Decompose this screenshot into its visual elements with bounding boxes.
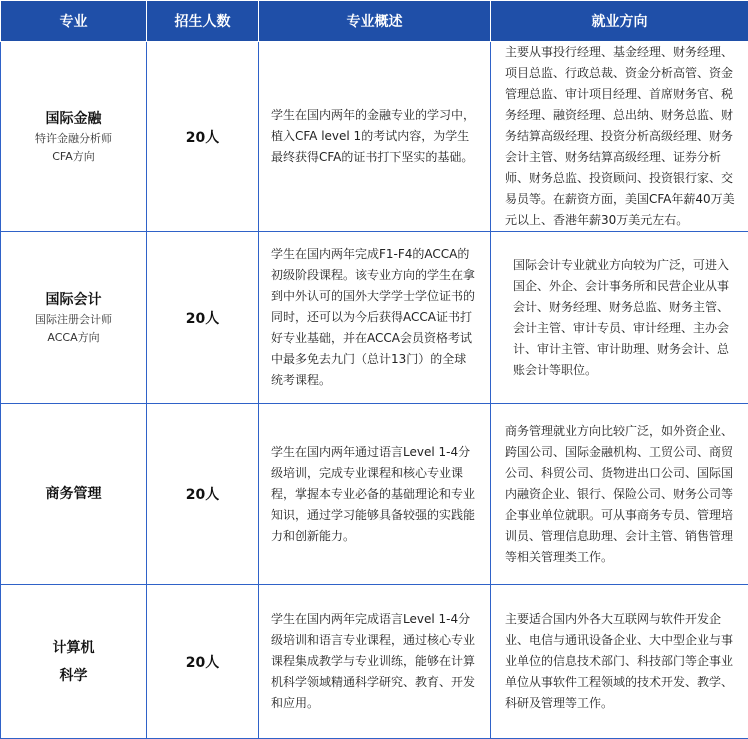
major-subtitle: 特许金融分析师 (1, 130, 146, 148)
major-name: 计算机 (1, 634, 146, 662)
enrollment-count: 20人 (147, 585, 259, 739)
major-cell (1, 42, 147, 232)
major-subtitle: ACCA方向 (1, 329, 146, 347)
major-cell (1, 585, 147, 739)
header-row (1, 1, 748, 42)
overview-text: 学生在国内两年完成F1-F4的ACCA的初级阶段课程。该专业方向的学生在拿到中外认可的国外大学学士学位证书的同时，还可以为今后获得ACCA证书打好专业基础，并在ACCA会员资格考试中最多免去九门（总计13门）的全球统考课程。 (259, 232, 491, 404)
major-name: 商务管理 (1, 483, 146, 505)
major-subtitle: 国际注册会计师 (1, 311, 146, 329)
career-text: 主要适合国内外各大互联网与软件开发企业、电信与通讯设备企业、大中型企业与事业单位的信息技术部门、科技部门等企事业单位从事软件工程领域的技术开发、教学、科研及管理等工作。 (491, 585, 748, 739)
overview-text: 学生在国内两年的金融专业的学习中，植入CFA level 1的考试内容，为学生最终获得CFA的证书打下坚实的基础。 (259, 42, 491, 232)
header-overview: 专业概述 (259, 1, 491, 42)
enrollment-count: 20人 (147, 232, 259, 404)
header-career: 就业方向 (491, 1, 748, 42)
header-major: 专业 (1, 1, 147, 42)
enrollment-count: 20人 (147, 42, 259, 232)
table-row (1, 232, 748, 404)
table-row (1, 42, 748, 232)
overview-text: 学生在国内两年完成语言Level 1-4分级培训和语言专业课程，通过核心专业课程集成教学与专业训练，能够在计算机科学领域精通科学研究、教育、开发和应用。 (259, 585, 491, 739)
major-name: 国际会计 (1, 289, 146, 311)
table-row (1, 404, 748, 585)
major-subtitle: CFA方向 (1, 148, 146, 166)
major-cell (1, 232, 147, 404)
overview-text: 学生在国内两年通过语言Level 1-4分级培训，完成专业课程和核心专业课程，掌握本专业必备的基础理论和专业知识，通过学习能够具备较强的实践能力和创新能力。 (259, 404, 491, 585)
enrollment-count: 20人 (147, 404, 259, 585)
major-name: 科学 (1, 662, 146, 690)
career-text: 国际会计专业就业方向较为广泛，可进入国企、外企、会计事务所和民营企业从事会计、财务经理、财务总监、财务主管、会计主管、审计专员、审计经理、主办会计、审计主管、审计助理、财务会计、总账会计等职位。 (491, 232, 748, 404)
career-text: 主要从事投行经理、基金经理、财务经理、项目总监、行政总裁、资金分析高管、资金管理总监、审计项目经理、首席财务官、税务经理、融资经理、总出纳、财务总监、财务结算高级经理、投资分析高级经理、财务会计主管、财务结算高级经理、证券分析师、财务总监、投资顾问、投资银行家、交易员等。在薪资方面，美国CFA年薪40万美元以上、香港年薪30万美元左右。 (491, 42, 748, 232)
table-row (1, 585, 748, 739)
header-enrollment: 招生人数 (147, 1, 259, 42)
career-text: 商务管理就业方向比较广泛，如外资企业、跨国公司、国际金融机构、工贸公司、商贸公司、科贸公司、货物进出口公司、国际国内融资企业、银行、保险公司、财务公司等企事业单位就职。可从事商务专员、管理培训员、管理信息助理、会计主管、销售管理等相关管理类工作。 (491, 404, 748, 585)
major-name: 国际金融 (1, 108, 146, 130)
major-cell (1, 404, 147, 585)
